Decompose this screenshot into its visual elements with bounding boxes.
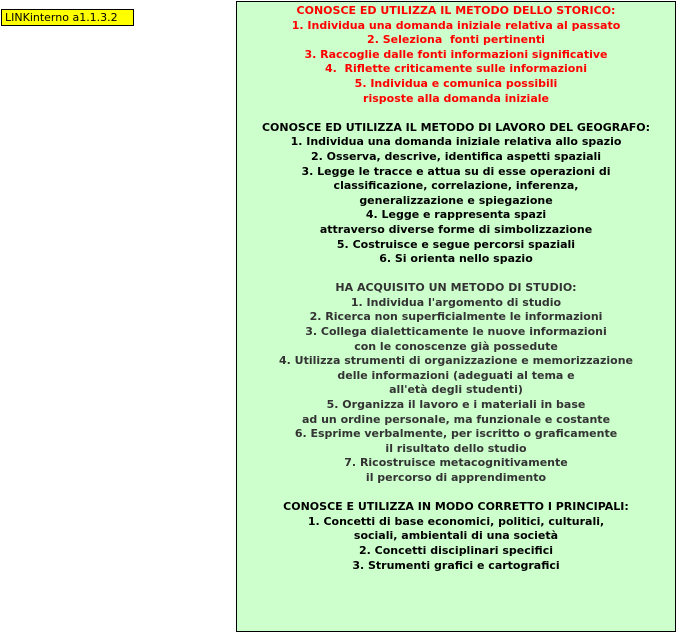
list-item: 1. Individua una domanda iniziale relativa al passato (291, 18, 621, 32)
internal-link-label: LINKinterno a1.1.3.2 (5, 11, 118, 24)
list-item: 1. Concetti di base economici, politici, culturali, (307, 514, 605, 528)
list-item: delle informazioni (adeguati al tema e (337, 368, 575, 382)
list-item: 3. Collega dialetticamente le nuove informazioni (305, 325, 607, 339)
list-item: classificazione, correlazione, inferenza, (333, 179, 579, 193)
list-item: 2. Osserva, descrive, identifica aspetti spaziali (310, 149, 602, 163)
list-item: 5. Individua e comunica possibili (354, 76, 558, 90)
list-item: 7. Ricostruisce metacognitivamente (344, 456, 568, 470)
list-item: 5. Costruisce e segue percorsi spaziali (336, 237, 576, 251)
section-heading: CONOSCE ED UTILIZZA IL METODO DI LAVORO DEL GEOGRAFO: (261, 120, 651, 134)
section-principal-concepts (237, 500, 675, 573)
list-item: attraverso diverse forme di simbolizzazione (319, 222, 593, 236)
list-item: 4. Utilizza strumenti di organizzazione e memorizzazione (278, 354, 633, 368)
list-item: risposte alla domanda iniziale (363, 91, 549, 105)
list-item: 6. Esprime verbalmente, per iscritto o graficamente (294, 427, 618, 441)
list-item: 2. Concetti disciplinari specifici (358, 543, 553, 557)
list-item: 1. Individua l'argomento di studio (350, 295, 562, 309)
list-item: 6. Si orienta nello spazio (379, 252, 533, 266)
section-study-method (237, 281, 675, 485)
list-item: 1. Individua una domanda iniziale relativa allo spazio (290, 135, 622, 149)
section-heading: CONOSCE ED UTILIZZA IL METODO DELLO STORICO: (296, 4, 616, 17)
section-historian-method (237, 4, 675, 106)
list-item: sociali, ambientali di una società (353, 529, 559, 543)
list-item: ad un ordine personale, ma funzionale e costante (301, 412, 611, 426)
list-item: 3. Strumenti grafici e cartografici (352, 558, 560, 572)
list-item: con le conoscenze già possedute (354, 339, 558, 353)
list-item: generalizzazione e spiegazione (359, 193, 553, 207)
list-item: 3. Legge le tracce e attua su di esse operazioni di (301, 164, 611, 178)
list-item: 3. Raccoglie dalle fonti informazioni significative (304, 47, 608, 61)
list-item: il risultato dello studio (385, 441, 527, 455)
competencies-panel (236, 1, 676, 632)
section-heading: HA ACQUISITO UN METODO DI STUDIO: (335, 281, 577, 295)
list-item: 2. Ricerca non superficialmente le informazioni (309, 310, 603, 324)
section-geographer-method (237, 121, 675, 267)
list-item: all'età degli studenti) (389, 383, 523, 397)
list-item: 5. Organizza il lavoro e i materiali in base (326, 398, 586, 412)
list-item: 4. Legge e rappresenta spazi (365, 208, 547, 222)
section-heading: CONOSCE E UTILIZZA IN MODO CORRETTO I PRINCIPALI: (283, 500, 629, 514)
list-item: 2. Seleziona fonti pertinenti (367, 33, 545, 47)
list-item: il percorso di apprendimento (365, 471, 547, 484)
internal-link-tag[interactable] (1, 9, 134, 26)
list-item: 4. Riflette criticamente sulle informazioni (325, 62, 587, 76)
